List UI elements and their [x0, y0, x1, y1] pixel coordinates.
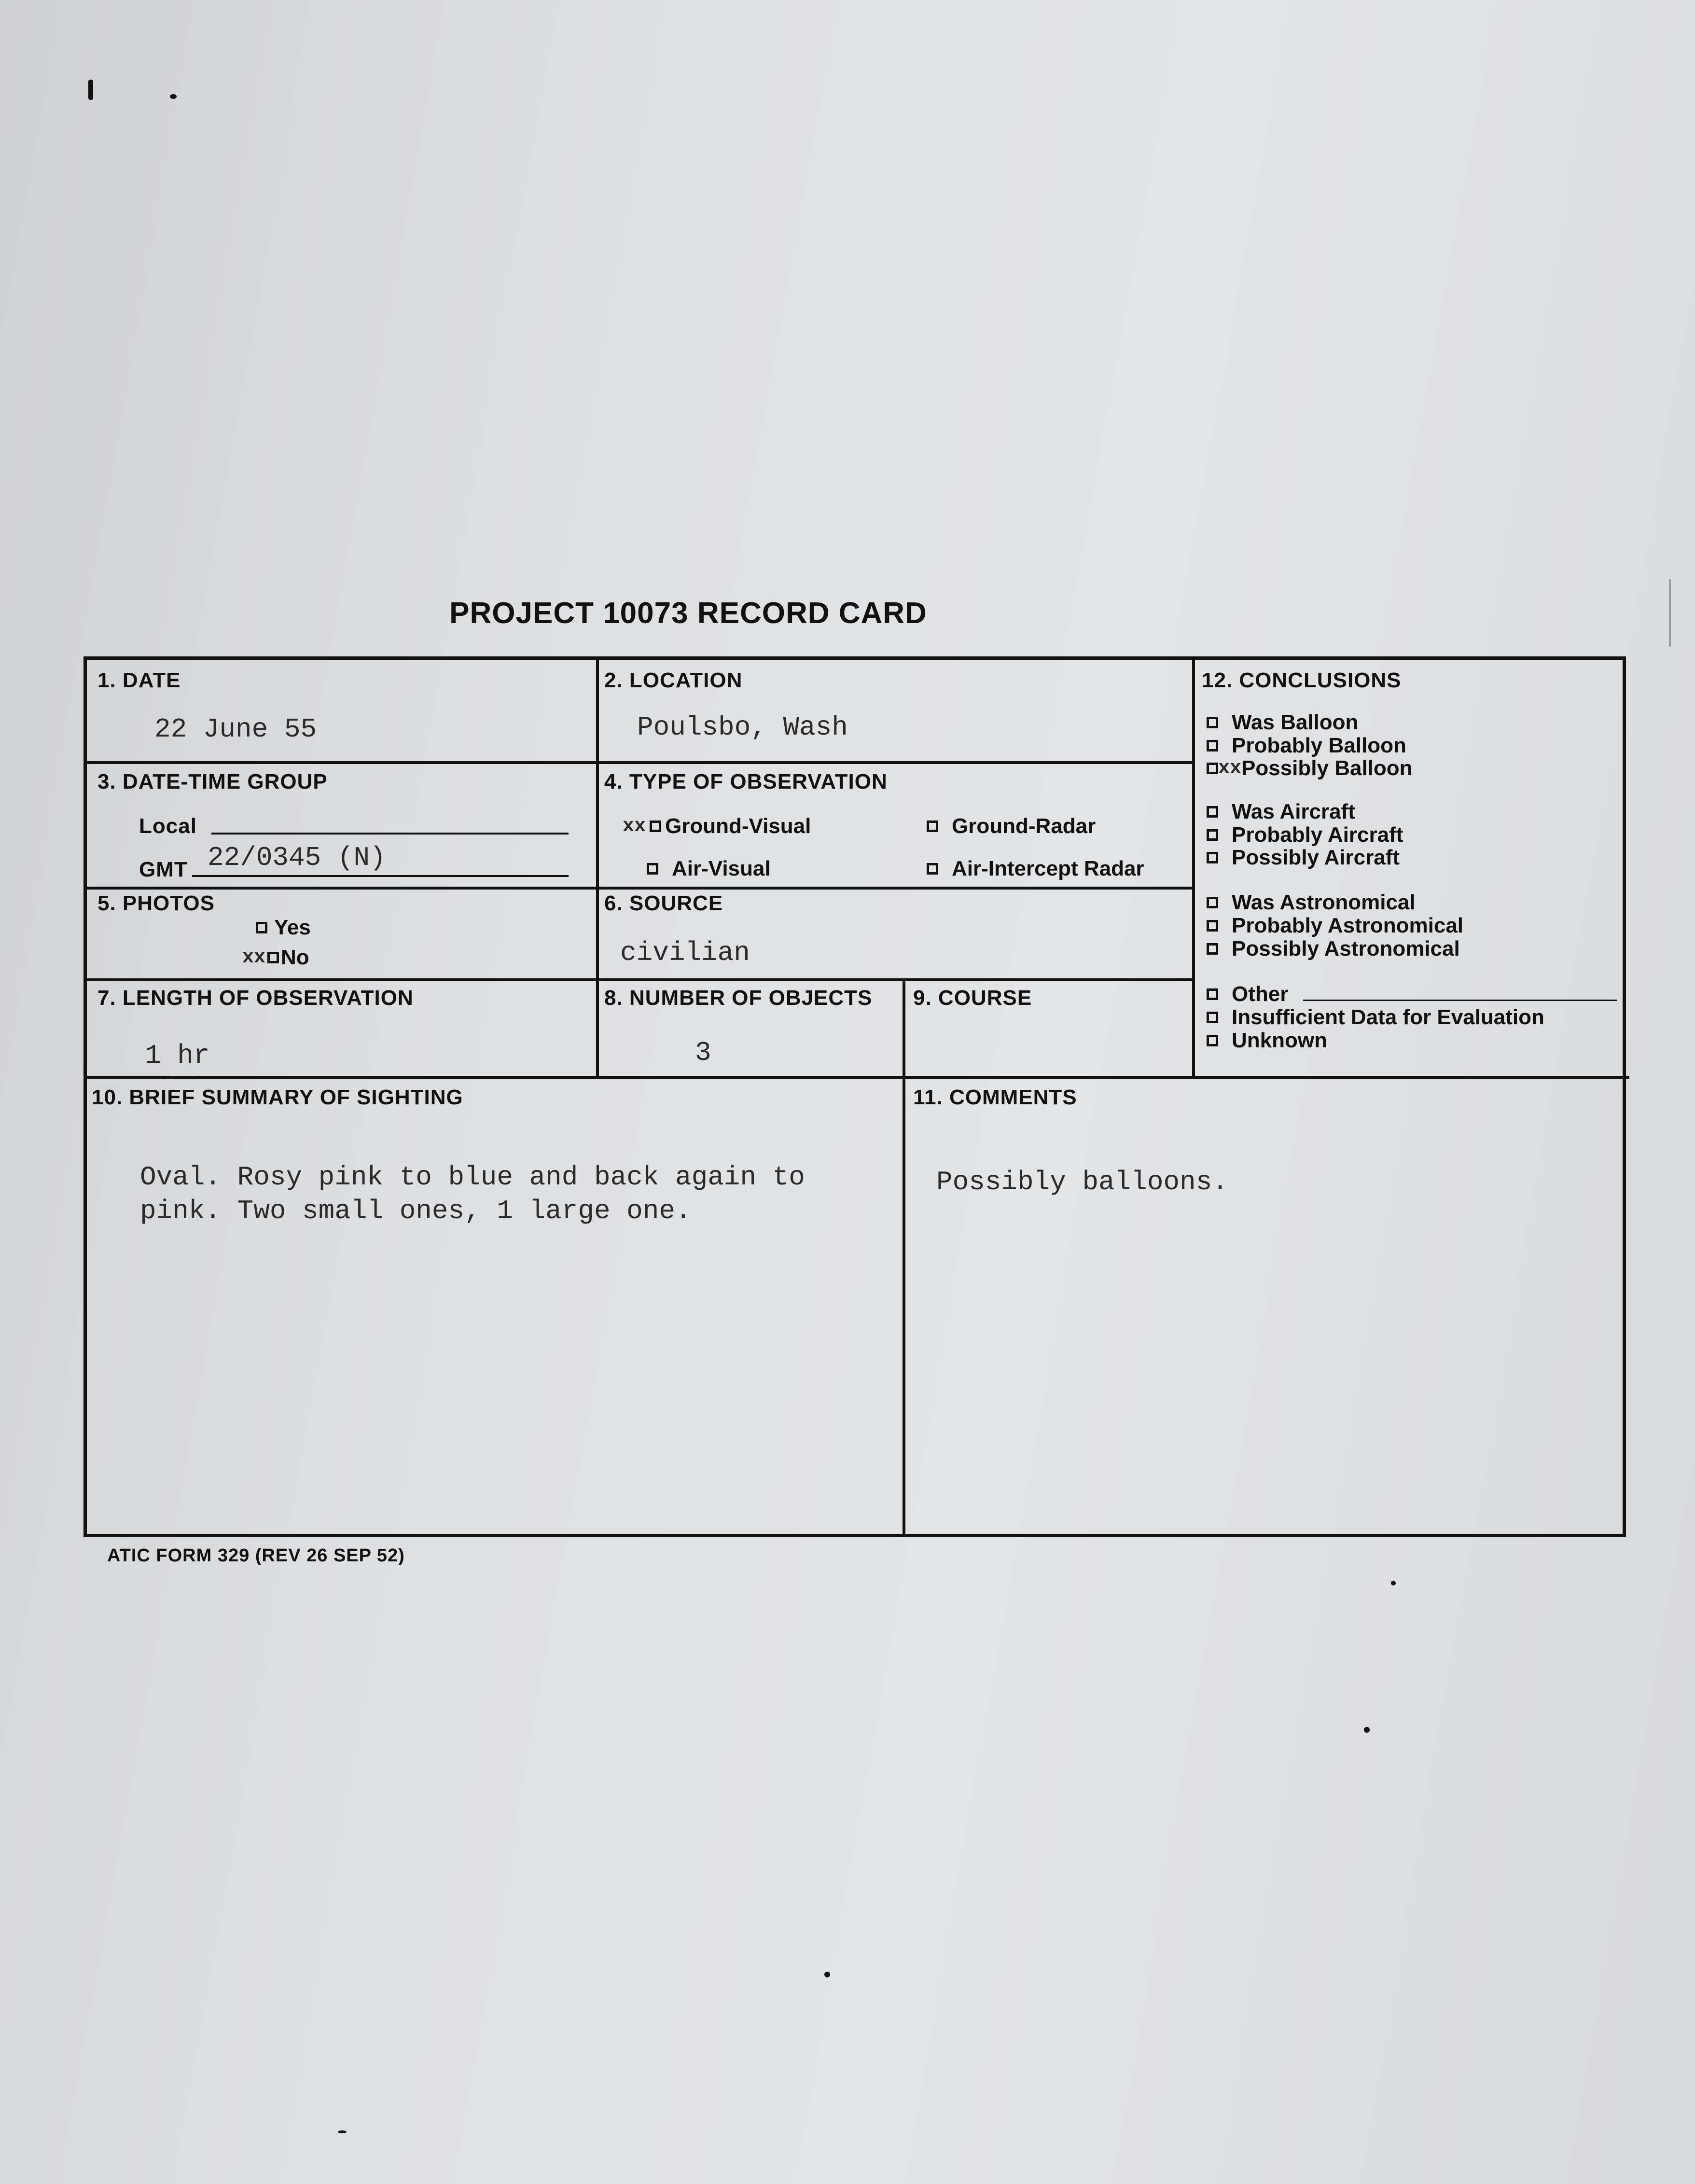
gmt-label: GMT: [139, 858, 188, 881]
other-line: [1303, 1000, 1617, 1001]
checkbox[interactable]: [1207, 806, 1218, 818]
conclusion-label: Probably Balloon: [1232, 734, 1406, 757]
option-label: No: [281, 946, 309, 969]
conclusion-was-balloon[interactable]: [1207, 710, 1358, 735]
option-air-intercept-radar[interactable]: [927, 857, 1144, 881]
checkbox[interactable]: [1207, 897, 1218, 908]
check-mark: xx: [242, 946, 266, 969]
conclusion-label: Other: [1232, 982, 1289, 1006]
length-of-observation-value: 1 hr: [145, 1040, 210, 1071]
gmt-line: [192, 875, 569, 877]
checkbox[interactable]: [650, 821, 661, 832]
divider: [87, 1076, 1629, 1079]
type-of-observation-label: 4. TYPE OF OBSERVATION: [604, 770, 888, 793]
option-label: Air-Visual: [672, 857, 771, 880]
conclusions-label: 12. CONCLUSIONS: [1202, 668, 1402, 692]
conclusion-label: Was Aircraft: [1232, 800, 1355, 823]
option-label: Yes: [274, 916, 311, 939]
check-mark: xx: [623, 815, 646, 837]
option-photos-yes[interactable]: [256, 916, 311, 940]
speck: [88, 80, 93, 100]
option-label: Air-Intercept Radar: [952, 857, 1144, 880]
conclusion-label: Was Balloon: [1232, 710, 1359, 734]
summary-line: Oval. Rosy pink to blue and back again to: [140, 1162, 805, 1193]
conclusion-was-astronomical[interactable]: [1207, 890, 1416, 915]
conclusion-possibly-aircraft[interactable]: [1207, 846, 1400, 870]
checkbox[interactable]: [1207, 1012, 1218, 1023]
conclusion-probably-astronomical[interactable]: [1207, 914, 1463, 938]
checkbox[interactable]: [1207, 740, 1218, 751]
checkbox[interactable]: [1207, 763, 1218, 774]
location-value: Poulsbo, Wash: [637, 712, 848, 743]
card-title: PROJECT 10073 RECORD CARD: [449, 597, 927, 630]
conclusion-label: Probably Aircraft: [1232, 823, 1403, 847]
conclusion-probably-aircraft[interactable]: [1207, 823, 1403, 847]
option-ground-visual[interactable]: [623, 814, 811, 838]
checkbox[interactable]: [1207, 717, 1218, 728]
form-number: ATIC FORM 329 (REV 26 SEP 52): [107, 1545, 405, 1566]
checkbox[interactable]: [1207, 920, 1218, 932]
checkbox[interactable]: [267, 952, 279, 963]
divider: [903, 978, 905, 1077]
divider: [87, 887, 1192, 890]
conclusion-label: Possibly Aircraft: [1232, 846, 1400, 869]
summary-line: pink. Two small ones, 1 large one.: [140, 1196, 692, 1226]
local-line: [211, 833, 569, 835]
number-of-objects-label: 8. NUMBER OF OBJECTS: [604, 986, 873, 1010]
conclusion-label: Possibly Astronomical: [1232, 937, 1460, 960]
conclusion-possibly-astronomical[interactable]: [1207, 937, 1460, 961]
comments-value: Possibly balloons.: [936, 1167, 1228, 1197]
divider: [87, 978, 1192, 981]
speck: [824, 1972, 830, 1977]
option-air-visual[interactable]: [647, 857, 771, 881]
option-ground-radar[interactable]: [927, 814, 1096, 838]
divider: [903, 1076, 905, 1534]
option-photos-no[interactable]: [242, 946, 309, 970]
conclusion-probably-balloon[interactable]: [1207, 734, 1406, 758]
date-value: 22 June 55: [154, 714, 317, 745]
conclusion-possibly-balloon[interactable]: [1207, 756, 1413, 780]
comments-label: 11. COMMENTS: [913, 1085, 1077, 1109]
number-of-objects-value: 3: [695, 1037, 711, 1068]
conclusion-other[interactable]: [1207, 982, 1288, 1006]
summary-label: 10. BRIEF SUMMARY OF SIGHTING: [92, 1085, 463, 1109]
checkbox[interactable]: [1207, 1035, 1218, 1046]
conclusion-was-aircraft[interactable]: [1207, 800, 1355, 824]
conclusion-insufficient-data[interactable]: [1207, 1005, 1544, 1029]
page-edge: [1669, 579, 1671, 647]
checkbox[interactable]: [256, 922, 267, 933]
speck: [338, 2130, 347, 2133]
location-label: 2. LOCATION: [604, 668, 743, 692]
source-label: 6. SOURCE: [604, 891, 723, 915]
speck: [1391, 1581, 1396, 1586]
checkbox[interactable]: [647, 863, 658, 875]
divider: [87, 761, 1192, 764]
checkbox[interactable]: [1207, 829, 1218, 841]
conclusion-label: Insufficient Data for Evaluation: [1232, 1005, 1544, 1029]
speck: [170, 94, 177, 99]
checkbox[interactable]: [927, 863, 938, 875]
checkbox[interactable]: [1207, 852, 1218, 863]
check-mark: xx: [1218, 757, 1242, 779]
length-of-observation-label: 7. LENGTH OF OBSERVATION: [97, 986, 414, 1010]
checkbox[interactable]: [1207, 988, 1218, 1000]
record-card: [83, 656, 1626, 1537]
divider: [1192, 660, 1195, 1077]
date-label: 1. DATE: [97, 668, 181, 692]
divider: [596, 660, 599, 1077]
conclusion-label: Unknown: [1232, 1029, 1327, 1052]
checkbox[interactable]: [1207, 943, 1218, 955]
photos-label: 5. PHOTOS: [97, 891, 215, 915]
option-label: Ground-Visual: [665, 814, 811, 838]
option-label: Ground-Radar: [952, 814, 1096, 838]
date-time-group-label: 3. DATE-TIME GROUP: [97, 770, 328, 793]
conclusion-label: Possibly Balloon: [1241, 756, 1413, 780]
conclusion-label: Probably Astronomical: [1232, 914, 1464, 937]
course-label: 9. COURSE: [913, 986, 1032, 1010]
source-value: civilian: [620, 937, 750, 968]
gmt-value: 22/0345 (N): [208, 842, 386, 873]
local-label: Local: [139, 814, 197, 838]
checkbox[interactable]: [927, 821, 938, 832]
conclusion-unknown[interactable]: [1207, 1029, 1327, 1053]
conclusion-label: Was Astronomical: [1232, 890, 1416, 914]
speck: [1364, 1727, 1370, 1733]
